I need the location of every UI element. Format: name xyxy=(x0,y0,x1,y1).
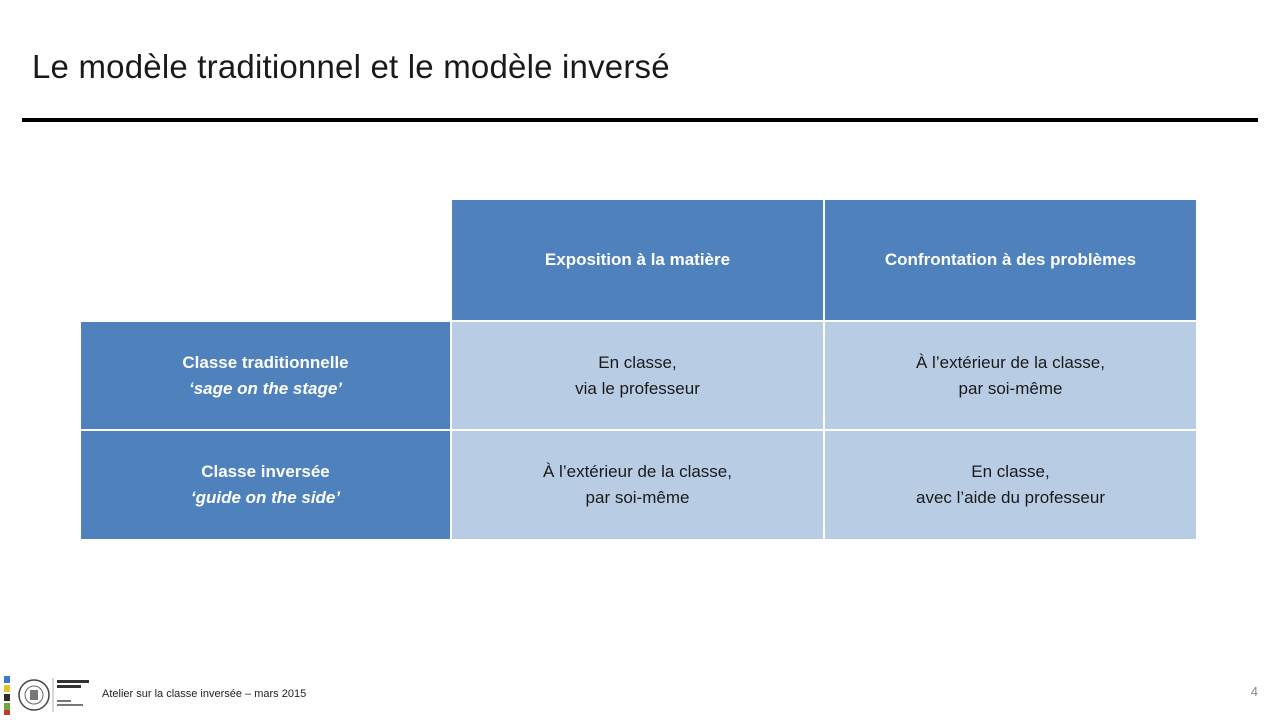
column-header-label: Confrontation à des problèmes xyxy=(884,250,1137,269)
cell-line: par soi-même xyxy=(958,378,1063,398)
column-header-confrontation xyxy=(825,200,1196,320)
row-header-label: Classe inversée xyxy=(201,462,330,481)
comparison-table xyxy=(81,200,1196,539)
cell-line: En classe, xyxy=(598,352,677,372)
row-header-sublabel: ‘sage on the stage’ xyxy=(188,378,343,398)
cell-line: par soi-même xyxy=(585,488,690,507)
polytechnique-logo xyxy=(4,674,98,716)
cell-line: À l’extérieur de la classe, xyxy=(916,352,1105,372)
column-header-exposition xyxy=(452,200,823,320)
column-header-label: Exposition à la matière xyxy=(544,250,731,269)
page-number: 4 xyxy=(1250,684,1258,699)
table-cell xyxy=(452,431,823,539)
row-header-traditional xyxy=(81,322,450,429)
title-divider xyxy=(22,118,1258,122)
row-header-sublabel: ‘guide on the side’ xyxy=(190,488,341,507)
table-cell xyxy=(825,431,1196,539)
cell-line: via le professeur xyxy=(575,378,700,398)
cell-line: avec l’aide du professeur xyxy=(915,488,1105,507)
table-corner-cell xyxy=(81,200,450,320)
slide-title: Le modèle traditionnel et le modèle inversé xyxy=(32,48,670,85)
cell-line: En classe, xyxy=(971,462,1050,481)
footer-caption: Atelier sur la classe inversée – mars 2015 xyxy=(102,688,307,700)
row-header-flipped xyxy=(81,431,450,539)
row-header-label: Classe traditionnelle xyxy=(182,352,349,372)
table-cell xyxy=(452,322,823,429)
table-cell xyxy=(825,322,1196,429)
cell-line: À l’extérieur de la classe, xyxy=(543,462,732,481)
